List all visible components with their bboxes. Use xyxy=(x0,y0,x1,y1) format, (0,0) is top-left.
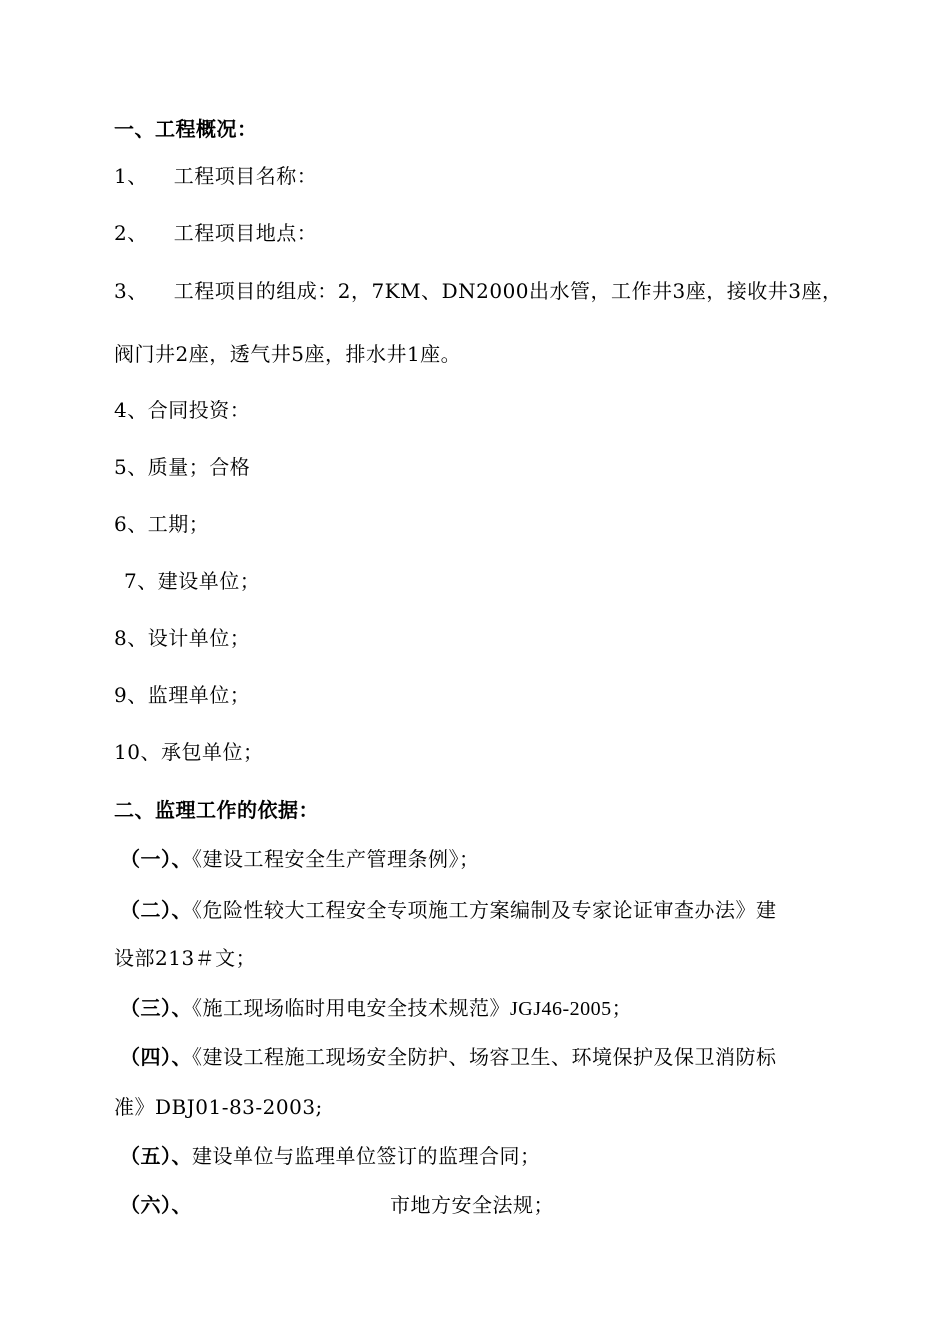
basis-number: （三）、 xyxy=(120,996,192,1020)
basis-text: 市地方安全法规； xyxy=(390,1193,554,1217)
item-project-name xyxy=(114,162,317,190)
basis-number: （六）、 xyxy=(120,1193,192,1217)
item-designer: 8、设计单位； xyxy=(114,626,251,650)
item-owner: 7、建设单位； xyxy=(124,569,261,593)
item-quality: 5、质量；合格 xyxy=(114,455,251,479)
basis-number: （二）、 xyxy=(120,898,192,922)
item-supervisor: 9、监理单位； xyxy=(114,683,251,707)
basis-number: （四）、 xyxy=(120,1045,192,1069)
basis-item-3 xyxy=(120,994,632,1023)
basis-number: （五）、 xyxy=(120,1144,192,1168)
basis-text: 《危险性较大工程安全专项施工方案编制及专家论证审查办法》建 xyxy=(192,898,777,922)
item-project-composition xyxy=(114,277,843,305)
item-number: 3、 xyxy=(114,279,148,303)
basis-text: 《建设工程施工现场安全防护、场容卫生、环境保护及保卫消防标 xyxy=(192,1045,777,1069)
basis-item-2 xyxy=(120,896,777,924)
basis-text: 《施工现场临时用电安全技术规范》 xyxy=(192,996,510,1020)
basis-text: 《建设工程安全生产管理条例》； xyxy=(192,847,480,871)
item-contractor: 10、承包单位； xyxy=(114,740,264,764)
section-heading-overview: 一、工程概况： xyxy=(114,117,258,141)
basis-number: （一）、 xyxy=(120,847,192,871)
item-number: 2、 xyxy=(114,221,148,245)
basis-item-6 xyxy=(120,1191,554,1219)
item-project-composition-continued: 阀门井2座，透气井5座，排水井1座。 xyxy=(114,342,462,366)
basis-item-2-continued: 设部213＃文； xyxy=(114,946,257,970)
basis-item-4-continued: 准》DBJ01-83-2003; xyxy=(114,1095,323,1119)
item-duration: 6、工期； xyxy=(114,512,210,536)
basis-item-1 xyxy=(120,845,480,873)
item-contract-investment: 4、合同投资： xyxy=(114,398,251,422)
basis-text: 建设单位与监理单位签订的监理合同； xyxy=(192,1144,541,1168)
item-number: 1、 xyxy=(114,164,148,188)
item-text: 工程项目的组成：2，7KM、DN2000出水管，工作井3座，接收井3座， xyxy=(173,279,843,303)
section-heading-basis: 二、监理工作的依据： xyxy=(114,798,319,822)
item-text: 工程项目名称： xyxy=(173,164,318,188)
basis-item-5 xyxy=(120,1142,541,1170)
item-project-location xyxy=(114,219,317,247)
basis-item-4 xyxy=(120,1043,777,1071)
basis-code: JGJ46-2005； xyxy=(510,998,633,1020)
item-text: 工程项目地点： xyxy=(173,221,318,245)
